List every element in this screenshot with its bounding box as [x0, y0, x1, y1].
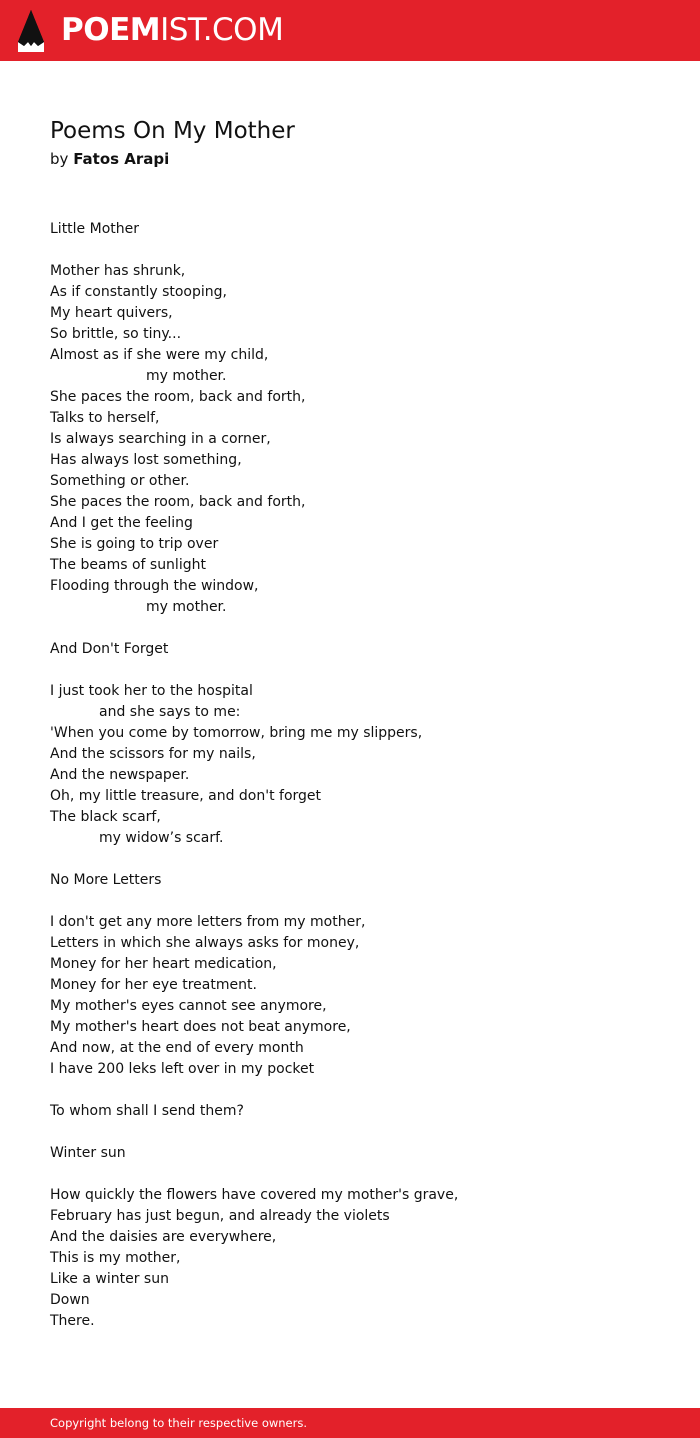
poem-line: She is going to trip over	[50, 536, 219, 552]
poem-line: my mother.	[146, 368, 227, 384]
poem-line: This is my mother,	[50, 1250, 181, 1266]
poem-line: No More Letters	[50, 872, 162, 888]
poem-body	[50, 219, 670, 1332]
poem-line: My heart quivers,	[50, 305, 173, 321]
poem-line: And the newspaper.	[50, 767, 190, 783]
poem-line: Money for her eye treatment.	[50, 977, 257, 993]
stanza-break	[50, 1122, 670, 1143]
poem-line: 'When you come by tomorrow, bring me my slippers,	[50, 725, 423, 741]
poem-line: There.	[50, 1313, 95, 1329]
byline	[50, 148, 169, 170]
stanza-break	[50, 1080, 670, 1101]
stanza-break	[50, 849, 670, 870]
site-footer	[0, 1408, 700, 1438]
page-title: Poems On My Mother	[50, 118, 295, 144]
poem-line: And the scissors for my nails,	[50, 746, 256, 762]
poem-line: my widow’s scarf.	[99, 830, 224, 846]
brand-light: IST.COM	[160, 12, 284, 48]
poem-line: Oh, my little treasure, and don't forget	[50, 788, 322, 804]
stanza-break	[50, 1164, 670, 1185]
poem-line: Flooding through the window,	[50, 578, 259, 594]
stanza-break	[50, 891, 670, 912]
poem-line: Winter sun	[50, 1145, 126, 1161]
site-logo[interactable]	[61, 10, 283, 50]
pencil-tip-icon[interactable]	[18, 10, 44, 52]
poem-line: And the daisies are everywhere,	[50, 1229, 277, 1245]
poem-line: My mother's eyes cannot see anymore,	[50, 998, 327, 1014]
stanza-break	[50, 660, 670, 681]
poem-line: And now, at the end of every month	[50, 1040, 304, 1056]
poem-line: How quickly the flowers have covered my mother's grave,	[50, 1187, 459, 1203]
poem-line: Is always searching in a corner,	[50, 431, 271, 447]
poem-line: To whom shall I send them?	[50, 1103, 244, 1119]
poem-line: Money for her heart medication,	[50, 956, 277, 972]
poem-line: Talks to herself,	[50, 410, 160, 426]
poem-line: I don't get any more letters from my mother,	[50, 914, 366, 930]
poem-line: Has always lost something,	[50, 452, 242, 468]
poem-line: Like a winter sun	[50, 1271, 169, 1287]
poem-line: And Don't Forget	[50, 641, 169, 657]
poem-line: my mother.	[146, 599, 227, 615]
poem-line: The black scarf,	[50, 809, 161, 825]
poem-line: She paces the room, back and forth,	[50, 494, 306, 510]
poem-line: I just took her to the hospital	[50, 683, 253, 699]
poem-line: and she says to me:	[99, 704, 241, 720]
poem-line: Something or other.	[50, 473, 190, 489]
poem-line: As if constantly stooping,	[50, 284, 227, 300]
poem-line: So brittle, so tiny...	[50, 326, 182, 342]
site-header	[0, 0, 700, 61]
poem-line: My mother's heart does not beat anymore,	[50, 1019, 351, 1035]
stanza-break	[50, 618, 670, 639]
poem-line: Mother has shrunk,	[50, 263, 186, 279]
copyright-text: Copyright belong to their respective owners.	[50, 1416, 308, 1430]
author-name[interactable]: Fatos Arapi	[73, 150, 170, 168]
stanza-break	[50, 240, 670, 261]
poem-line: I have 200 leks left over in my pocket	[50, 1061, 315, 1077]
poem-line: She paces the room, back and forth,	[50, 389, 306, 405]
poem-line: Letters in which she always asks for money,	[50, 935, 360, 951]
by-label: by	[50, 150, 69, 168]
poem-line: Almost as if she were my child,	[50, 347, 269, 363]
brand-bold: POEM	[61, 12, 161, 48]
poem-line: And I get the feeling	[50, 515, 193, 531]
poem-line: February has just begun, and already the violets	[50, 1208, 390, 1224]
poem-line: Down	[50, 1292, 90, 1308]
poem-line: The beams of sunlight	[50, 557, 206, 573]
poem-line: Little Mother	[50, 221, 139, 237]
